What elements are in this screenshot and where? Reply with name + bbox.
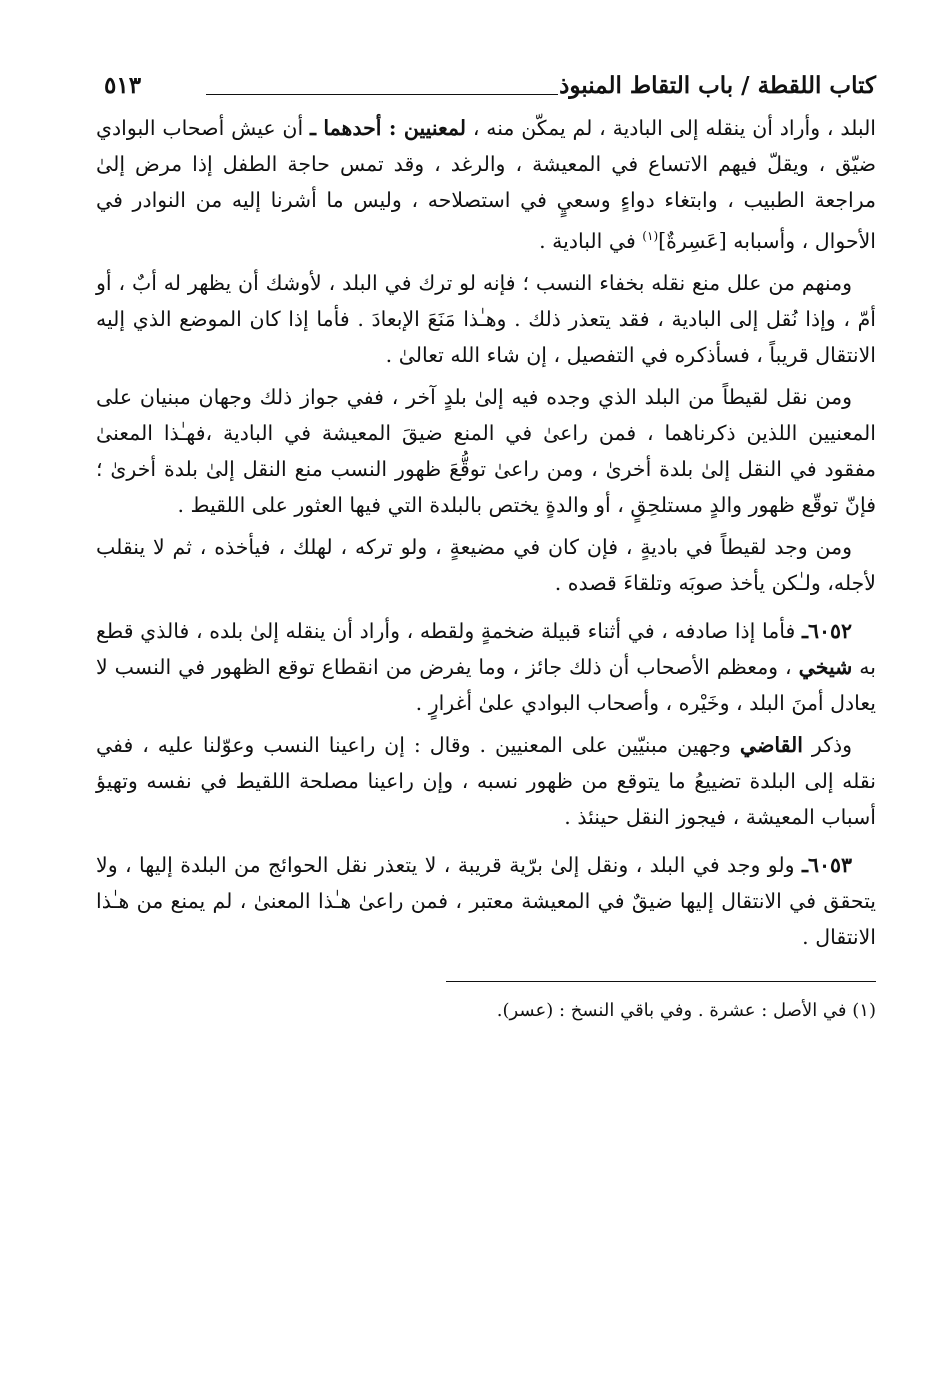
p5-text-2: ، ومعظم الأصحاب أن ذلك جائز ، وما يفرض من انقطاع توقع الظهور في النسب لا يعادل أمنَ البلد ، وخَيْره ، وأصحاب البوادي علىٰ أغرارٍ . [96, 654, 876, 715]
footnote-rule [446, 981, 876, 982]
paragraph-2: ومنهم من علل منع نقله بخفاء النسب ؛ فإنه لو ترك في البلد ، لأوشك أن يظهر له أبٌ ، أو أمّ ، وإذا نُقل إلى البادية ، فقد يتعذر ذلك . وهـٰذا مَنَعَ الإبعادَ . فأما إذا كان الموضع الذي إليه الانتقال قريباً ، فسأذكره في التفصيل ، إن شاء الله تعالىٰ . [96, 270, 876, 367]
p5-text-1: فأما إذا صادفه ، في أثناء قبيلة ضخمةٍ ولقطه ، وأراد أن ينقله إلىٰ بلده ، فالذي قطع به [96, 618, 876, 679]
footnote [96, 996, 876, 1026]
footnote-text: في الأصل : عشرة . وفي باقي النسخ : (عسر). [496, 999, 853, 1021]
paragraph-7 [96, 847, 876, 955]
running-header [96, 60, 876, 110]
page-number: ٥١٣ [104, 72, 142, 99]
p1-text-3: في البادية . [539, 228, 643, 253]
paragraph-1 [96, 110, 876, 259]
paragraph-6 [96, 727, 876, 835]
paragraph-3: ومن نقل لقيطاً من البلد الذي وجده فيه إلىٰ بلدٍ آخر ، ففي جواز ذلك وجهان مبنيان على المعنيين اللذين ذكرناهما ، فمن راعىٰ في المنع ضيقَ المعيشة في البادية ،فهـٰذا المعنىٰ مفقود في النقل إلىٰ بلدة أخرىٰ ، ومن راعىٰ توقُّعَ ظهور النسب منع النقل إلىٰ بلدة أخرىٰ ؛ فإنّ توقّع ظهور والدٍ مستلحِقٍ ، أو والدةٍ يختص بالبلدة التي فيها العثور على اللقيط . [96, 384, 876, 517]
header-title: كتاب اللقطة / باب التقاط المنبوذ [559, 72, 876, 99]
paragraph-4: ومن وجد لقيطاً في باديةٍ ، فإن كان في مضيعةٍ ، ولو تركه ، لهلك ، فيأخذه ، ثم لا ينقلب لأجله، ولـٰكن يأخذ صوبَه وتلقاءَ قصده . [96, 534, 876, 595]
section-number-6052: ٦٠٥٢ـ [801, 618, 852, 643]
p1-text-1: البلد ، وأراد أن ينقله إلى البادية ، لم يمكّن منه ، [466, 116, 877, 140]
document-page [96, 60, 876, 1026]
p6-bold-1: القاضي [739, 732, 803, 757]
footnote-marker: (١) [852, 999, 876, 1021]
paragraph-5 [96, 613, 876, 721]
p6-text-0: وذكر [802, 732, 853, 757]
p1-bold-1: لمعنيين : أحدهما ـ [309, 116, 467, 140]
p1-text-2: أن عيش أصحاب البوادي ضيّق ، ويقلّ فيهم الاتساع في المعيشة ، والرغد ، وقد تمس حاجة الطفل إذا مرض إلىٰ مراجعة الطبيب ، وابتغاء دواءٍ وسعيٍ في استصلاحه ، وليس ما أشرنا إليه من النوادر في الأحوال ، وأسبابه [عَسِرةٌ] [96, 116, 876, 253]
footnote-ref: (١) [642, 229, 659, 243]
p7-text-1: ولو وجد في البلد ، ونقل إلىٰ برّية قريبة ، لا يتعذر نقل الحوائج من البلدة إليها ، ولا يتحقق في الانتقال إليها ضيقٌ في المعيشة معتبر ، فمن راعىٰ هـٰذا المعنىٰ ، لم يمنع من هـٰذا الانتقال . [96, 852, 876, 949]
header-rule [206, 94, 558, 95]
p6-text-1: وجهين مبنيّين على المعنيين . وقال : إن راعينا النسب وعوّلنا عليه ، ففي نقله إلى البلدة تضييعُ ما يتوقع من ظهور نسبه ، وإن راعينا مصلحة اللقيط في نفسه وتهيؤ أسباب المعيشة ، فيجوز النقل حينئذ . [96, 732, 876, 829]
section-number-6053: ٦٠٥٣ـ [801, 852, 852, 877]
p5-bold-1: شيخي [798, 654, 853, 679]
